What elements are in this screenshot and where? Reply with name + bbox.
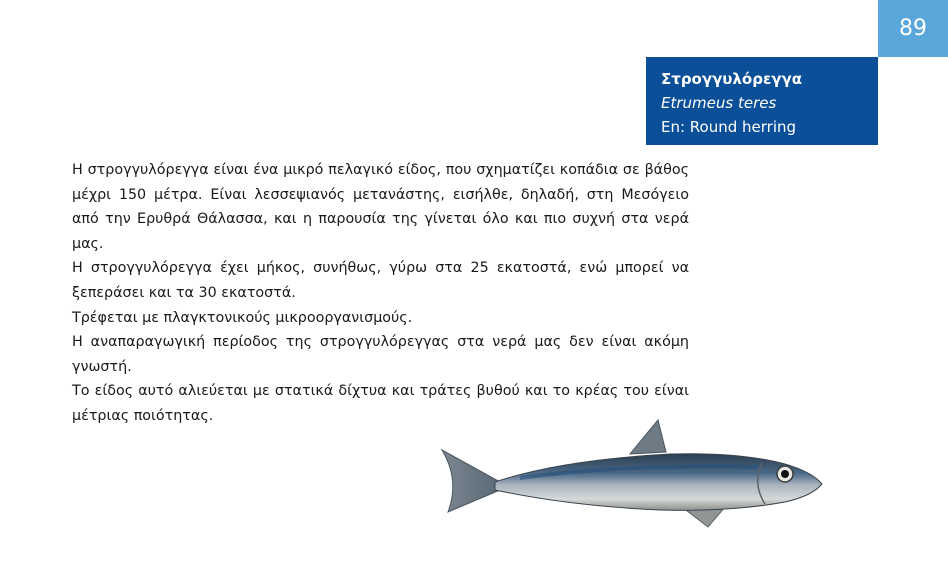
page-number-tab	[878, 0, 948, 57]
dorsal-fin	[630, 420, 666, 454]
paragraph-fishing: Το είδος αυτό αλιεύεται με στατικά δίχτυα και τράτες βυθού και το κρέας του είναι μέτριας ποιότητας.	[72, 383, 689, 424]
species-latin-name: Etrumeus teres	[661, 94, 777, 112]
page-number: 89	[899, 16, 927, 41]
tail-fin	[442, 450, 500, 512]
paragraph-habitat: Η στρογγυλόρεγγα είναι ένα μικρό πελαγικό είδος, που σχηματίζει κοπάδια σε βάθος μέχρι 150 μέτρα. Είναι λεσσεψιανός μετανάστης, εισήλθε, δηλαδή, στη Μεσόγειο από την Ερυθρά Θάλασσα, και η παρουσία της γίνεται όλο και πιο συχνή στα νερά μας.	[72, 162, 689, 252]
species-header-box	[646, 57, 878, 145]
species-english-name: En: Round herring	[661, 118, 797, 136]
species-greek-name: Στρογγυλόρεγγα	[661, 70, 803, 88]
species-description	[72, 158, 689, 429]
paragraph-size: Η στρογγυλόρεγγα έχει μήκος, συνήθως, γύρω στα 25 εκατοστά, ενώ μπορεί να ξεπεράσει και τα 30 εκατοστά.	[72, 260, 689, 301]
pupil	[781, 470, 789, 478]
paragraph-reproduction: Η αναπαραγωγική περίοδος της στρογγυλόρεγγας στα νερά μας δεν είναι ακόμη γνωστή.	[72, 334, 689, 375]
paragraph-diet: Τρέφεται με πλαγκτονικούς μικροοργανισμούς.	[72, 309, 413, 326]
fish-body	[495, 454, 822, 511]
round-herring-fish-image	[440, 412, 830, 537]
